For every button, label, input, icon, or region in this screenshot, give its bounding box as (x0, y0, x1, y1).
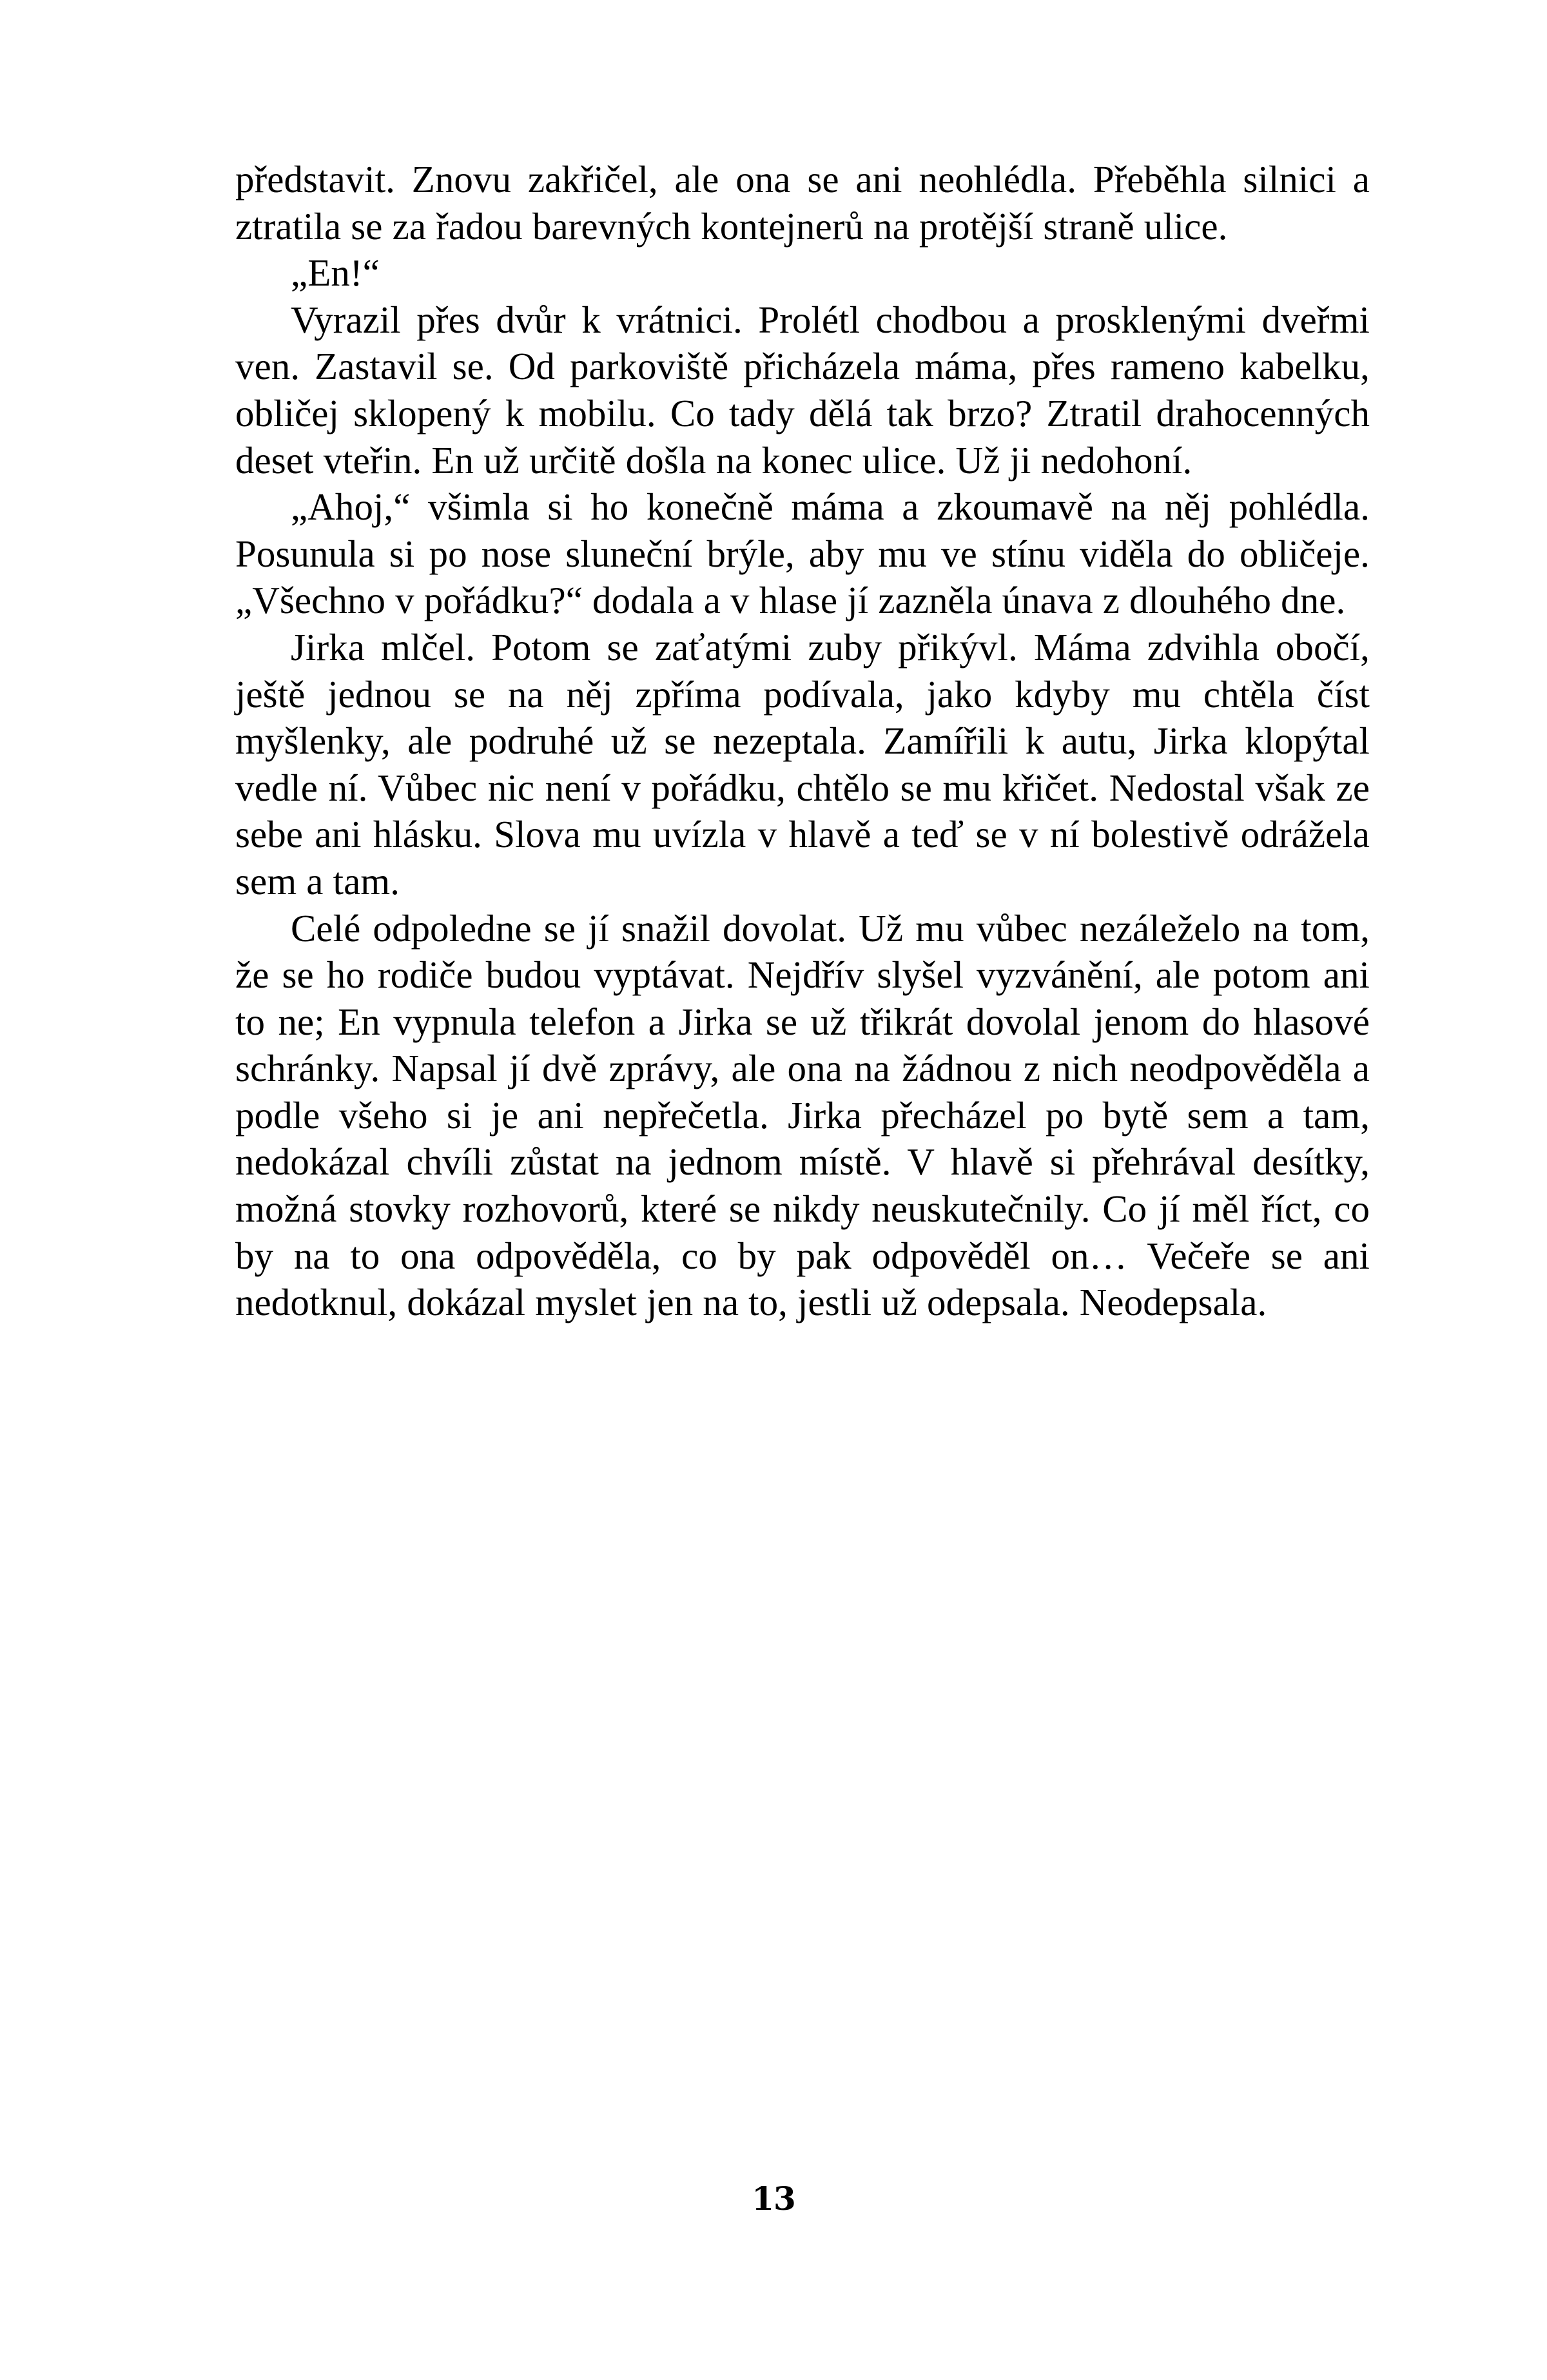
paragraph-5: Jirka mlčel. Potom se zaťatými zuby přikývl. Máma zdvihla obočí, ještě jednou se na něj zpříma podívala, jako kdyby mu chtěla číst myšlenky, ale podruhé už se nezeptala. Zamířili k autu, Jirka klopýtal vedle ní. Vůbec nic není v pořádku, chtělo se mu křičet. Nedostal však ze sebe ani hlásku. Slova mu uvízla v hlavě a teď se v ní bolestivě odrážela sem a tam. (235, 625, 1370, 902)
paragraph-3: Vyrazil přes dvůr k vrátnici. Prolétl chodbou a prosklenými dveřmi ven. Zastavil se. Od parkoviště přicházela máma, přes rameno kabelku, obličej sklopený k mobilu. Co tady dělá tak brzo? Ztratil drahocenných deset vteřin. En už určitě došla na konec ulice. Už ji nedohoní. (235, 298, 1370, 482)
paragraph-6: Celé odpoledne se jí snažil dovolat. Už mu vůbec nezáleželo na tom, že se ho rodiče budou vyptávat. Nejdřív slyšel vyzvánění, ale potom ani to ne; En vypnula telefon a Jirka se už třikrát dovolal jenom do hlasové schránky. Napsal jí dvě zprávy, ale ona na žádnou z nich neodpověděla a podle všeho si je ani nepřečetla. Jirka přecházel po bytě sem a tam, nedokázal chvíli zůstat na jednom místě. V hlavě si přehrával desítky, možná stovky rozhovorů, které se nikdy neuskutečnily. Co jí měl říct, co by na to ona odpověděla, co by pak odpověděl on… Večeře se ani nedotknul, dokázal myslet jen na to, jestli už odepsala. Neodepsala. (235, 906, 1370, 1324)
paragraph-4: „Ahoj,“ všimla si ho konečně máma a zkoumavě na něj pohlédla. Posunula si po nose sluneční brýle, aby mu ve stínu viděla do obličeje. „Všechno v pořádku?“ dodala a v hlase jí zazněla únava z dlouhého dne. (235, 485, 1370, 622)
page-text-block (235, 156, 1370, 1326)
page-number: 13 (752, 2180, 795, 2218)
paragraph-2-dialogue: „En!“ (291, 251, 380, 295)
paragraph-1: představit. Znovu zakřičel, ale ona se ani neohlédla. Přeběhla silnici a ztratila se za řadou barevných kontejnerů na protější straně ulice. (235, 158, 1370, 248)
